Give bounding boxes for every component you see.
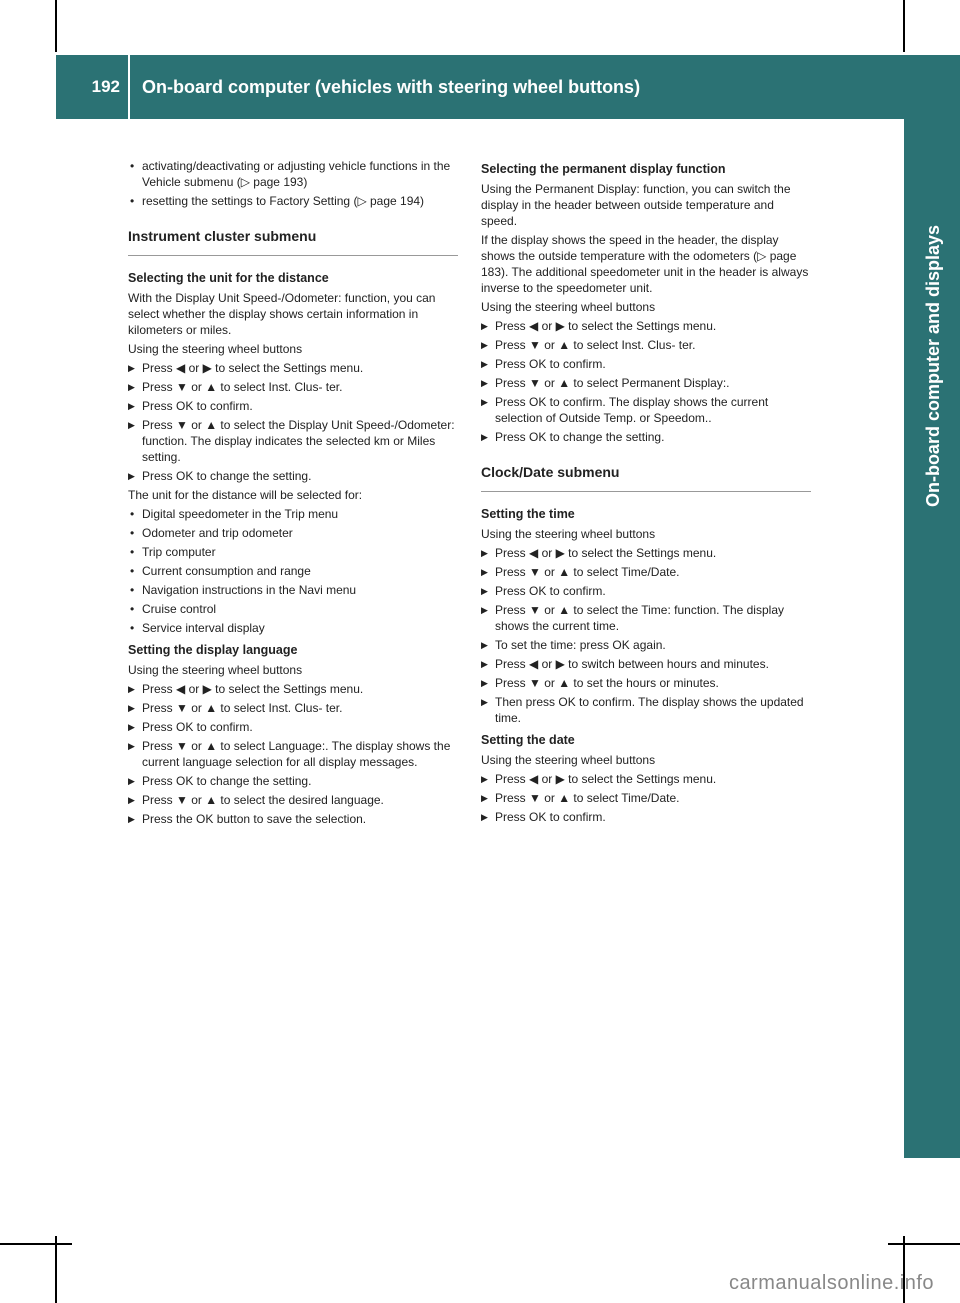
instruction-step: ▶ To set the time: press OK again. [481, 637, 811, 653]
instruction-step: ▶ Press ▼ or ▲ to select Inst. Clus- ter. [128, 379, 458, 395]
subsection-heading: Selecting the unit for the distance [128, 271, 329, 285]
intro-item: • activating/deactivating or adjusting vehicle functions in the Vehicle submenu (▷ page 193) [128, 158, 458, 190]
crop-mark-bottom-left-h [0, 1243, 72, 1245]
instruction-step: ▶ Press ◀ or ▶ to switch between hours and minutes. [481, 656, 811, 672]
paragraph: Using the steering wheel buttons [128, 342, 303, 356]
instruction-step: ▶ Press ◀ or ▶ to select the Settings menu. [128, 360, 458, 376]
crop-mark-top-right-v [903, 0, 905, 52]
instruction-step: ▶ Then press OK to confirm. The display shows the updated time. [481, 694, 811, 726]
instruction-step: ▶ Press OK to change the setting. [128, 468, 458, 484]
watermark: carmanualsonline.info [728, 1272, 934, 1294]
page-number: 192 [91, 77, 120, 96]
paragraph: Using the Permanent Display: function, you can switch the display in the header between outside temperature and speed. [481, 182, 791, 228]
paragraph: Using the steering wheel buttons [481, 300, 656, 314]
list-item: • Cruise control [128, 601, 458, 617]
instruction-step: ▶ Press ▼ or ▲ to select the Time: function. The display shows the current time. [481, 602, 811, 634]
paragraph: Using the steering wheel buttons [128, 663, 303, 677]
instruction-step: ▶ Press ◀ or ▶ to select the Settings menu. [128, 681, 458, 697]
subsection-heading: Setting the date [481, 733, 575, 747]
paragraph: Using the steering wheel buttons [481, 527, 656, 541]
instruction-step: ▶ Press OK to confirm. The display shows the current selection of Outside Temp. or Speedom.. [481, 394, 811, 426]
page-header [56, 55, 904, 119]
list-item: • Current consumption and range [128, 563, 458, 579]
instruction-step: ▶ Press OK to change the setting. [481, 429, 811, 445]
section-rule [128, 255, 458, 256]
list-item: • Odometer and trip odometer [128, 525, 458, 541]
list-item: • Navigation instructions in the Navi menu [128, 582, 458, 598]
instruction-step: ▶ Press ▼ or ▲ to select Language:. The display shows the current language selection for all display messages. [128, 738, 458, 770]
instruction-step: ▶ Press OK to confirm. [481, 583, 811, 599]
instruction-step: ▶ Press ▼ or ▲ to select Inst. Clus- ter. [481, 337, 811, 353]
paragraph: With the Display Unit Speed-/Odometer: function, you can select whether the display shows certain information in kilometers or miles. [128, 291, 436, 337]
instruction-step: ▶ Press ▼ or ▲ to select Inst. Clus- ter. [128, 700, 458, 716]
page-title: On-board computer (vehicles with steering wheel buttons) [142, 77, 641, 97]
instruction-step: ▶ Press ▼ or ▲ to select Time/Date. [481, 790, 811, 806]
instruction-step: ▶ Press OK to confirm. [481, 809, 811, 825]
instruction-step: ▶ Press OK to change the setting. [128, 773, 458, 789]
instruction-step: ▶ Press ◀ or ▶ to select the Settings menu. [481, 545, 811, 561]
intro-item: • resetting the settings to Factory Setting (▷ page 194) [128, 193, 458, 209]
header-separator [128, 55, 130, 119]
instruction-step: ▶ Press ◀ or ▶ to select the Settings menu. [481, 318, 811, 334]
list-item: • Service interval display [128, 620, 458, 636]
instruction-step: ▶ Press ▼ or ▲ to select Time/Date. [481, 564, 811, 580]
section-rule [481, 491, 811, 492]
paragraph: If the display shows the speed in the header, the display shows the outside temperature with the odometers (▷ page 183). The additional speedometer unit in the header is always inverse to the speedometer unit. [481, 233, 809, 295]
instruction-step: ▶ Press ◀ or ▶ to select the Settings menu. [481, 771, 811, 787]
section-title: Clock/Date submenu [481, 464, 620, 480]
instruction-step: ▶ Press the OK button to save the selection. [128, 811, 458, 827]
paragraph: The unit for the distance will be selected for: [128, 488, 363, 502]
chapter-label: On-board computer and displays [923, 225, 943, 508]
chapter-side-tab [904, 55, 960, 1158]
crop-mark-bottom-right-h [888, 1243, 960, 1245]
instruction-step: ▶ Press ▼ or ▲ to select Permanent Display:. [481, 375, 811, 391]
instruction-step: ▶ Press ▼ or ▲ to select the Display Unit Speed-/Odometer: function. The display indicates the selected km or Miles setting. [128, 417, 458, 465]
instruction-step: ▶ Press OK to confirm. [481, 356, 811, 372]
instruction-step: ▶ Press OK to confirm. [128, 398, 458, 414]
subsection-heading: Setting the time [481, 507, 575, 521]
subsection-heading: Setting the display language [128, 643, 298, 657]
instruction-step: ▶ Press ▼ or ▲ to select the desired language. [128, 792, 458, 808]
instruction-step: ▶ Press OK to confirm. [128, 719, 458, 735]
subsection-heading: Selecting the permanent display function [481, 162, 726, 176]
paragraph: Using the steering wheel buttons [481, 753, 656, 767]
section-title: Instrument cluster submenu [128, 228, 317, 244]
list-item: • Trip computer [128, 544, 458, 560]
instruction-step: ▶ Press ▼ or ▲ to set the hours or minutes. [481, 675, 811, 691]
crop-mark-top-left-v [55, 0, 57, 52]
right-column [481, 155, 811, 828]
left-column [128, 155, 458, 830]
list-item: • Digital speedometer in the Trip menu [128, 506, 458, 522]
crop-mark-bottom-left-v [55, 1236, 57, 1303]
